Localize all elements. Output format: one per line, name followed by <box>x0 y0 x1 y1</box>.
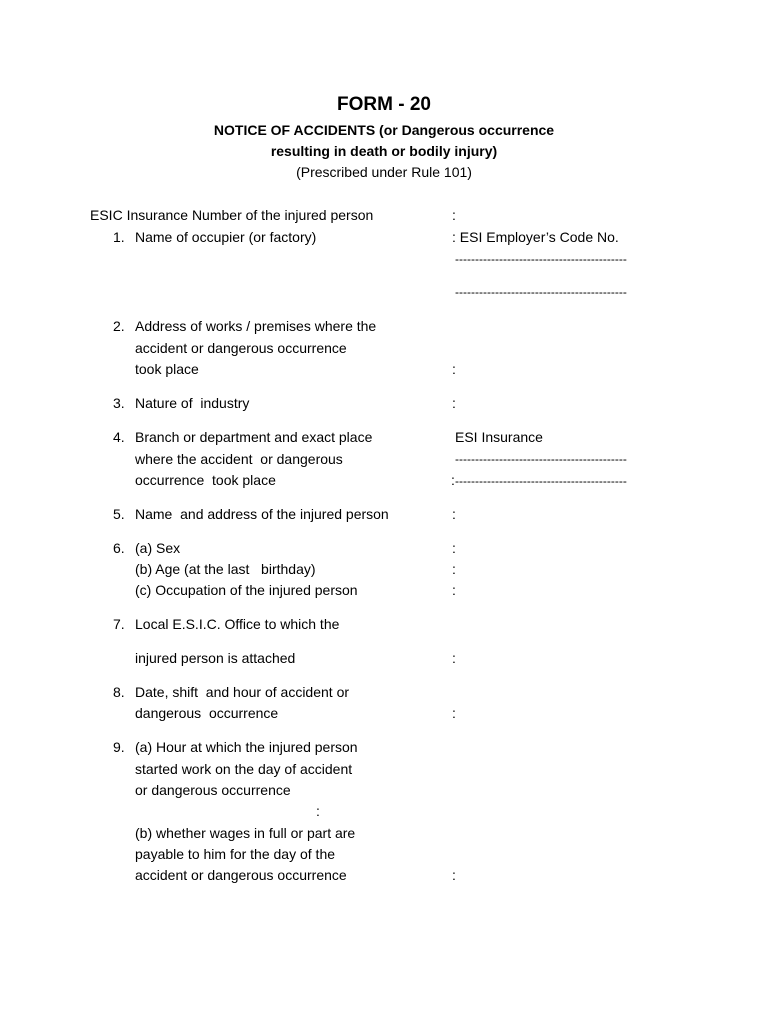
esic-colon: : <box>452 207 456 223</box>
item-9a-line-1: (a) Hour at which the injured person <box>135 739 358 755</box>
item-9b-line-1: (b) whether wages in full or part are <box>135 825 356 841</box>
item-2-line-1: Address of works / premises where the <box>135 318 377 334</box>
form-subtitle-line2: resulting in death or bodily injury) <box>270 143 498 159</box>
item-9a-colon: : <box>316 803 320 819</box>
item-7-line-1: Local E.S.I.C. Office to which the <box>135 616 340 632</box>
item-4-line-2: where the accident or dangerous <box>135 451 343 467</box>
item-6b-age: (b) Age (at the last birthday) <box>135 561 316 577</box>
item-4-colon: : <box>451 472 455 488</box>
item-2-number: 2. <box>113 318 125 334</box>
item-4-line-3: occurrence took place <box>135 472 276 488</box>
item-3-label: Nature of industry <box>135 395 250 411</box>
item-3-number: 3. <box>113 395 125 411</box>
item-6b-colon: : <box>452 561 456 577</box>
item-6-number: 6. <box>113 540 125 556</box>
item-9-number: 9. <box>113 739 125 755</box>
item-7-number: 7. <box>113 616 125 632</box>
item-7-colon: : <box>452 650 456 666</box>
item-6a-sex: (a) Sex <box>135 540 181 556</box>
item-9a-line-2: started work on the day of accident <box>135 761 353 777</box>
item-9b-line-2: payable to him for the day of the <box>135 846 336 862</box>
item-8-number: 8. <box>113 684 125 700</box>
employer-code-dash-line-1: ------------------------------------------- <box>455 252 627 266</box>
item-4-number: 4. <box>113 429 125 445</box>
esi-insurance-dash-line-1: ------------------------------------------- <box>455 452 627 466</box>
item-8-line-2: dangerous occurrence <box>135 705 279 721</box>
item-5-label: Name and address of the injured person <box>135 506 389 522</box>
item-6c-occupation: (c) Occupation of the injured person <box>135 582 358 598</box>
item-9a-line-3: or dangerous occurrence <box>135 782 291 798</box>
item-8-line-1: Date, shift and hour of accident or <box>135 684 350 700</box>
item-6c-colon: : <box>452 582 456 598</box>
item-5-number: 5. <box>113 506 125 522</box>
item-2-colon: : <box>452 361 456 377</box>
item-7-line-2: injured person is attached <box>135 650 296 666</box>
esi-employer-code-label: : ESI Employer’s Code No. <box>452 229 619 245</box>
item-1-label: Name of occupier (or factory) <box>135 229 317 245</box>
prescribed-note: (Prescribed under Rule 101) <box>296 164 472 180</box>
form-title: FORM - 20 <box>337 94 431 115</box>
item-2-line-3: took place <box>135 361 199 377</box>
esi-insurance-dash-line-2: ------------------------------------------- <box>455 474 627 488</box>
form-subtitle-line1: NOTICE OF ACCIDENTS (or Dangerous occurrence <box>213 122 555 138</box>
item-6a-colon: : <box>452 540 456 556</box>
item-3-colon: : <box>452 395 456 411</box>
item-9b-line-3: accident or dangerous occurrence <box>135 867 347 883</box>
item-8-colon: : <box>452 705 456 721</box>
item-1-number: 1. <box>113 229 125 245</box>
item-9b-colon: : <box>452 867 456 883</box>
item-2-line-2: accident or dangerous occurrence <box>135 340 347 356</box>
employer-code-dash-line-2: ------------------------------------------- <box>455 285 627 299</box>
esic-insurance-label: ESIC Insurance Number of the injured person <box>90 207 374 223</box>
item-4-line-1: Branch or department and exact place <box>135 429 373 445</box>
item-5-colon: : <box>452 506 456 522</box>
esi-insurance-label: ESI Insurance <box>455 429 543 445</box>
